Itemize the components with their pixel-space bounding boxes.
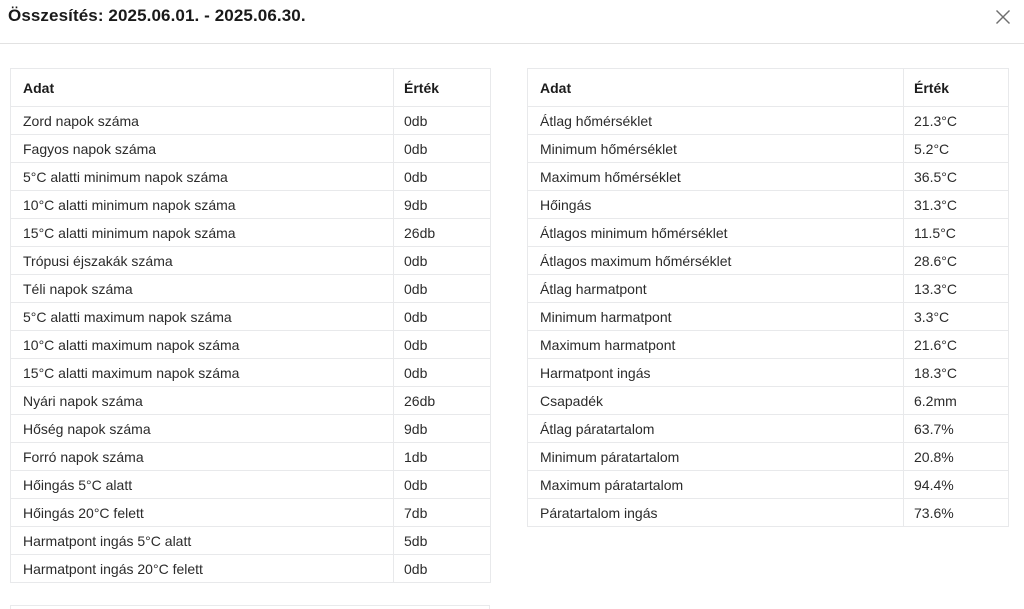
row-label-cell: 5°C alatti minimum napok száma (11, 163, 394, 191)
row-value-cell: 0db (394, 275, 491, 303)
row-label-cell: Átlag hőmérséklet (528, 107, 904, 135)
climate-stats-table-body (528, 107, 1009, 527)
row-label-cell: Trópusi éjszakák száma (11, 247, 394, 275)
row-value-cell: 73.6% (904, 499, 1009, 527)
row-label-cell: Minimum harmatpont (528, 303, 904, 331)
table-row (11, 107, 491, 135)
row-value-cell: 1db (394, 443, 491, 471)
row-label-cell: Harmatpont ingás 20°C felett (11, 555, 394, 583)
table-row (528, 135, 1009, 163)
table-row (11, 443, 491, 471)
row-value-cell: 63.7% (904, 415, 1009, 443)
close-icon (994, 8, 1012, 26)
row-value-cell: 0db (394, 471, 491, 499)
table-row (528, 415, 1009, 443)
row-value-cell: 9db (394, 191, 491, 219)
row-label-cell: Hőingás 5°C alatt (11, 471, 394, 499)
row-label-cell: Maximum hőmérséklet (528, 163, 904, 191)
close-button[interactable] (991, 5, 1015, 29)
row-value-cell: 36.5°C (904, 163, 1009, 191)
row-label-cell: Átlag páratartalom (528, 415, 904, 443)
header-divider (0, 43, 1024, 44)
climate-stats-table (527, 68, 1009, 527)
table-row (11, 331, 491, 359)
row-label-cell: Minimum páratartalom (528, 443, 904, 471)
row-label-cell: Hőingás 20°C felett (11, 499, 394, 527)
column-header-adat: Adat (11, 69, 394, 107)
column-header-ertek: Érték (394, 69, 491, 107)
table-row (11, 275, 491, 303)
table-row (11, 471, 491, 499)
row-value-cell: 26db (394, 219, 491, 247)
row-value-cell: 5db (394, 527, 491, 555)
row-label-cell: Csapadék (528, 387, 904, 415)
table-row (11, 247, 491, 275)
table-row (11, 191, 491, 219)
row-value-cell: 20.8% (904, 443, 1009, 471)
row-value-cell: 0db (394, 135, 491, 163)
row-value-cell: 7db (394, 499, 491, 527)
table-row (11, 499, 491, 527)
row-label-cell: Átlagos minimum hőmérséklet (528, 219, 904, 247)
page-title: Összesítés: 2025.06.01. - 2025.06.30. (8, 6, 306, 25)
row-value-cell: 0db (394, 107, 491, 135)
row-label-cell: Fagyos napok száma (11, 135, 394, 163)
table-row (528, 163, 1009, 191)
table-row (11, 219, 491, 247)
row-value-cell: 13.3°C (904, 275, 1009, 303)
row-value-cell: 6.2mm (904, 387, 1009, 415)
row-label-cell: Hőség napok száma (11, 415, 394, 443)
row-value-cell: 5.2°C (904, 135, 1009, 163)
table-header-row (528, 69, 1009, 107)
table-row (528, 499, 1009, 527)
row-label-cell: Maximum harmatpont (528, 331, 904, 359)
row-value-cell: 0db (394, 331, 491, 359)
table-row (528, 275, 1009, 303)
row-value-cell: 0db (394, 247, 491, 275)
table-header-row (11, 69, 491, 107)
table-row (11, 135, 491, 163)
table-row (11, 527, 491, 555)
row-value-cell: 9db (394, 415, 491, 443)
table-row (11, 163, 491, 191)
table-row (528, 331, 1009, 359)
row-label-cell: 5°C alatti maximum napok száma (11, 303, 394, 331)
row-label-cell: Harmatpont ingás 5°C alatt (11, 527, 394, 555)
row-label-cell: 15°C alatti minimum napok száma (11, 219, 394, 247)
row-value-cell: 0db (394, 359, 491, 387)
day-counts-table (10, 68, 491, 583)
table-row (528, 247, 1009, 275)
table-row (528, 443, 1009, 471)
table-row (528, 359, 1009, 387)
table-row (528, 387, 1009, 415)
table-row (11, 387, 491, 415)
row-label-cell: Harmatpont ingás (528, 359, 904, 387)
table-row (528, 471, 1009, 499)
row-value-cell: 11.5°C (904, 219, 1009, 247)
row-value-cell: 94.4% (904, 471, 1009, 499)
row-value-cell: 3.3°C (904, 303, 1009, 331)
row-label-cell: Páratartalom ingás (528, 499, 904, 527)
row-value-cell: 18.3°C (904, 359, 1009, 387)
row-label-cell: Átlag harmatpont (528, 275, 904, 303)
table-row (528, 107, 1009, 135)
row-label-cell: Hőingás (528, 191, 904, 219)
row-value-cell: 31.3°C (904, 191, 1009, 219)
row-label-cell: Nyári napok száma (11, 387, 394, 415)
table-row (528, 191, 1009, 219)
row-label-cell: Átlagos maximum hőmérséklet (528, 247, 904, 275)
table-row (11, 303, 491, 331)
row-label-cell: Zord napok száma (11, 107, 394, 135)
row-label-cell: 15°C alatti maximum napok száma (11, 359, 394, 387)
row-label-cell: 10°C alatti minimum napok száma (11, 191, 394, 219)
row-label-cell: Téli napok száma (11, 275, 394, 303)
row-value-cell: 0db (394, 303, 491, 331)
table-row (11, 359, 491, 387)
row-label-cell: 10°C alatti maximum napok száma (11, 331, 394, 359)
row-value-cell: 0db (394, 555, 491, 583)
column-header-ertek: Érték (904, 69, 1009, 107)
row-value-cell: 28.6°C (904, 247, 1009, 275)
row-value-cell: 21.6°C (904, 331, 1009, 359)
row-label-cell: Maximum páratartalom (528, 471, 904, 499)
table-row (11, 555, 491, 583)
row-value-cell: 0db (394, 163, 491, 191)
column-header-adat: Adat (528, 69, 904, 107)
row-value-cell: 21.3°C (904, 107, 1009, 135)
row-label-cell: Minimum hőmérséklet (528, 135, 904, 163)
day-counts-table-body (11, 107, 491, 583)
row-label-cell: Forró napok száma (11, 443, 394, 471)
table-row (528, 303, 1009, 331)
clipped-next-table-stub (10, 605, 490, 609)
table-row (11, 415, 491, 443)
row-value-cell: 26db (394, 387, 491, 415)
table-row (528, 219, 1009, 247)
